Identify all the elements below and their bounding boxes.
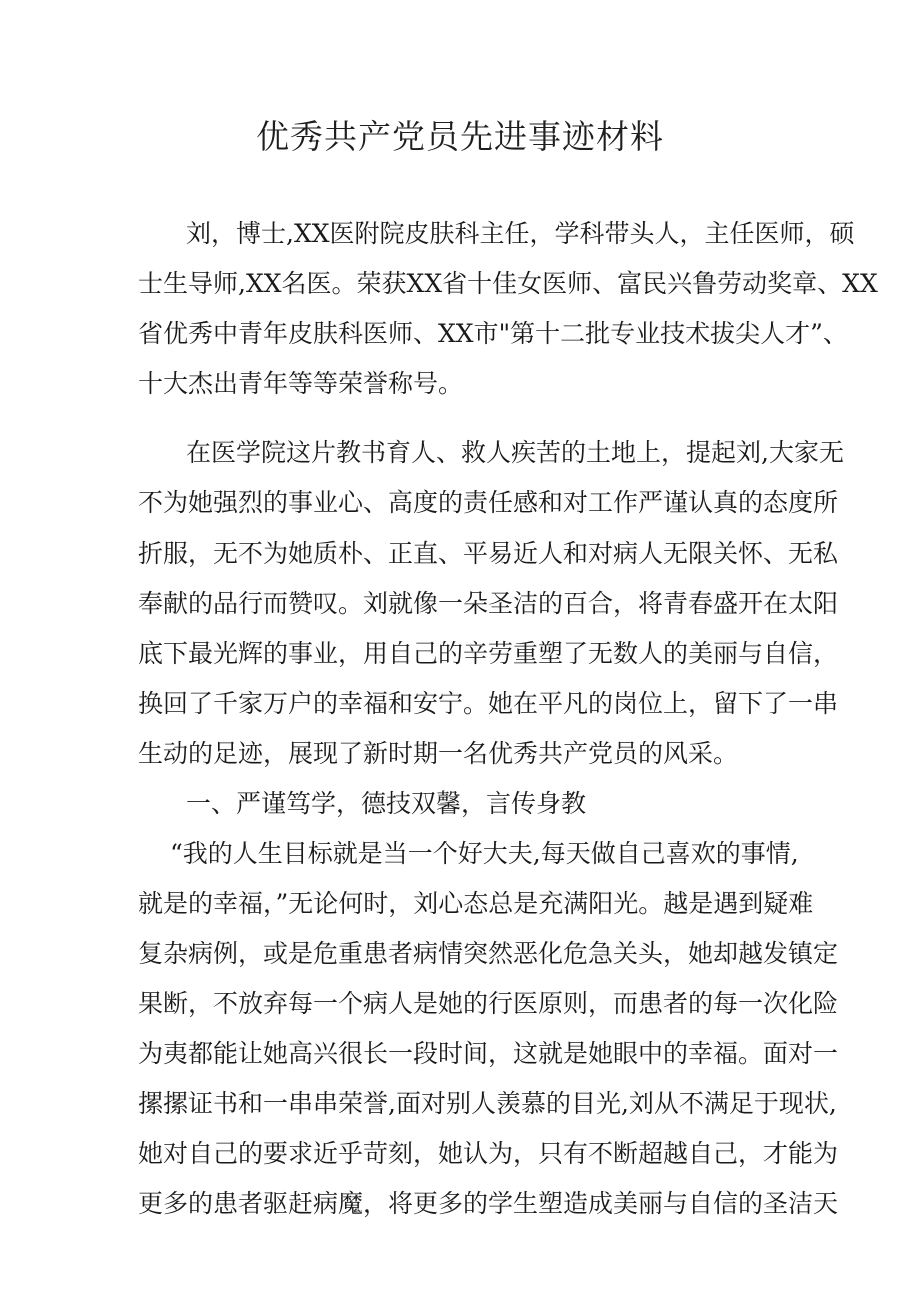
paragraph-line: 刘，博士,XX医附院皮肤科主任，学科带头人，主任医师，硕 xyxy=(186,219,855,248)
paragraph-line: 奉献的品行而赞叹。刘就像一朵圣洁的百合，将青春盛开在太阳 xyxy=(138,589,839,618)
paragraph-line: 更多的患者驱赶病魔，将更多的学生塑造成美丽与自信的圣洁天 xyxy=(138,1189,839,1218)
paragraph-line: 士生导师,XX名医。荣获XX省十佳女医师、富民兴鲁劳动奖章、XX xyxy=(138,269,878,298)
paragraph-line: 她对自己的要求近乎苛刻，她认为，只有不断超越自己，才能为 xyxy=(138,1139,839,1168)
paragraph-line: 复杂病例，或是危重患者病情突然恶化危急关头，她却越发镇定 xyxy=(138,939,839,968)
paragraph-line: 底下最光辉的事业，用自己的辛劳重塑了无数人的美丽与自信， xyxy=(138,639,839,668)
paragraph-line: 果断，不放弃每一个病人是她的行医原则，而患者的每一次化险 xyxy=(138,989,839,1018)
paragraph-line: 为夷都能让她高兴很长一段时间，这就是她眼中的幸福。面对一 xyxy=(138,1039,839,1068)
paragraph-line: 省优秀中青年皮肤科医师、XX市"第十二批专业技术拔尖人才”、 xyxy=(138,319,848,348)
paragraph-line: “我的人生目标就是当一个好大夫,每天做自己喜欢的事情, xyxy=(170,839,799,868)
paragraph-line: 折服，无不为她质朴、正直、平易近人和对病人无限关怀、无私 xyxy=(138,539,839,568)
paragraph-line: 十大杰出青年等等荣誉称号。 xyxy=(138,369,464,398)
section-heading: 一、严谨笃学，德技双馨，言传身教 xyxy=(186,789,587,818)
paragraph-line: 在医学院这片教书育人、救人疾苦的土地上，提起刘,大家无 xyxy=(186,438,844,467)
document-title: 优秀共产党员先进事迹材料 xyxy=(256,117,664,156)
paragraph-line: 就是的幸福，”无论何时，刘心态总是充满阳光。越是遇到疑难 xyxy=(138,889,814,918)
paragraph-line: 不为她强烈的事业心、高度的责任感和对工作严谨认真的态度所 xyxy=(138,488,839,517)
paragraph-line: 生动的足迹，展现了新时期一名优秀共产党员的风采。 xyxy=(138,739,739,768)
paragraph-line: 换回了千家万户的幸福和安宁。她在平凡的岗位上，留下了一串 xyxy=(138,689,839,718)
paragraph-line: 摞摞证书和一串串荣誉,面对别人羡慕的目光,刘从不满足于现状, xyxy=(138,1089,837,1118)
